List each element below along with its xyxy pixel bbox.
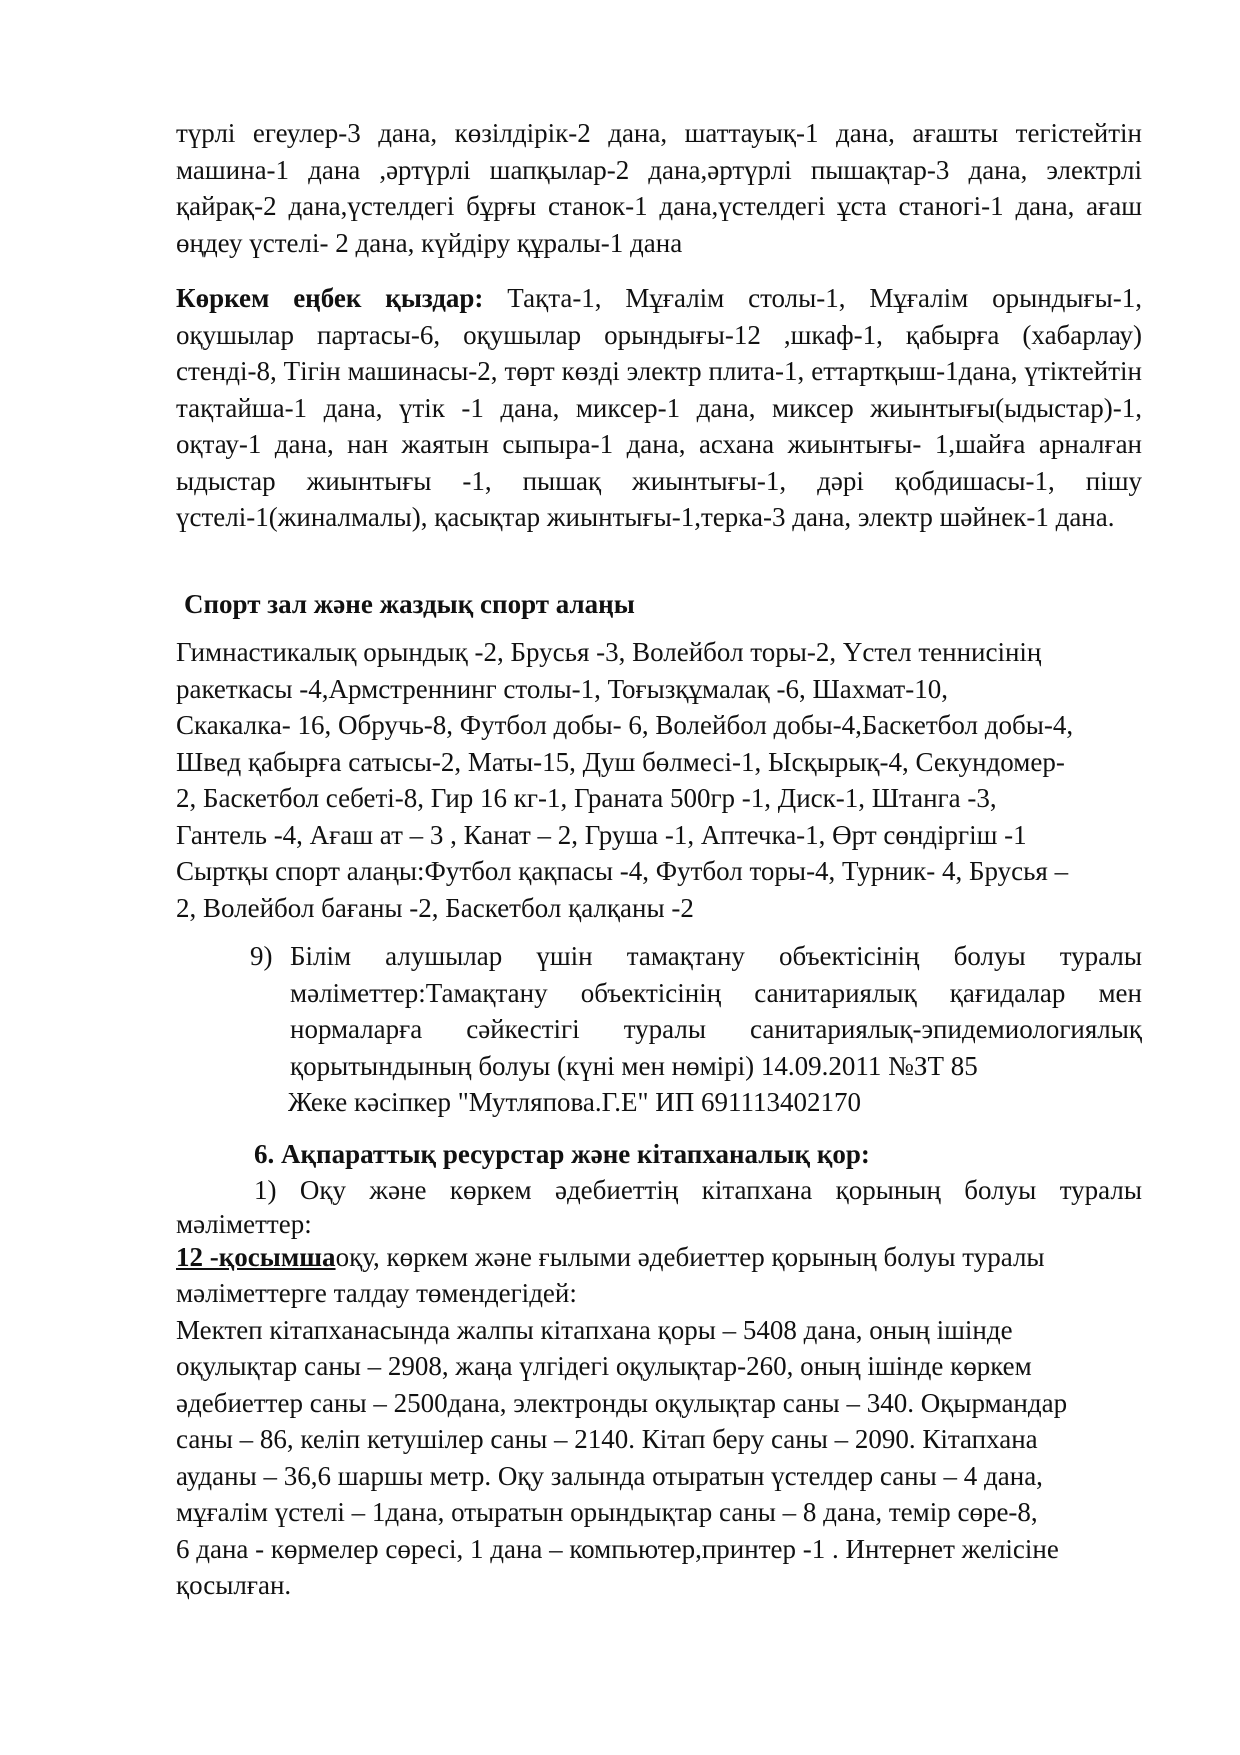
food-facility-item — [250, 938, 1142, 1121]
food-facility-text: Білім алушылар үшін тамақтану объектісінің болуы туралы мәліметтер:Тамақтану объектісінің санитариялық қағидалар мен нормаларға сәйкестігі туралы санитариялық-эпидемиологиялық қорытындының болуы (күні мен нөмірі) 14.09.2011 №ЗТ 85 — [290, 941, 1142, 1081]
girls-section-text: Тақта-1, Мұғалім столы-1, Мұғалім орындығы-1, оқушылар партасы-6, оқушылар орындығы-12 ,шкаф-1, қабырға (хабарлау) стенді-8, Тігін машинасы-2, төрт көзді электр плита-1, еттартқыш-1дана, үтіктейтін тақтайша-1 дана, үтік -1 дана, миксер-1 дана, миксер жиынтығы(ыдыстар)-1, оқтау-1 дана, нан жаятын сыпыра-1 дана, асхана жиынтығы- 1,шайға арналған ыдыстар жиынтығы -1, пышақ жиынтығы-1, дәрі қобдишасы-1, пішу үстелі-1(жиналмалы), қасықтар жиынтығы-1,терка-3 дана, электр шәйнек-1 дана. — [176, 283, 1142, 532]
library-line: мұғалім үстелі – 1дана, отыратын орындықтар саны – 8 дана, темір сөре-8, — [176, 1497, 1038, 1527]
sport-line: Сыртқы спорт алаңы:Футбол қақпасы -4, Футбол торы-4, Турник- 4, Брусья – — [176, 856, 1069, 886]
sport-line: Гантель -4, Ағаш ат – 3 , Канат – 2, Груша -1, Аптечка-1, Өрт сөндіргіш -1 — [176, 819, 1027, 850]
item1-rest-line: мәліметтер: — [176, 1208, 312, 1239]
library-line: Мектеп кітапханасында жалпы кітапхана қоры – 5408 дана, оның ішінде — [176, 1314, 1013, 1345]
section6-body — [176, 1172, 1142, 1604]
girls-section-label: Көркем еңбек қыздар: — [176, 283, 484, 313]
sport-line: Скакалка- 16, Обручь-8, Футбол добы- 6, Волейбол добы-4,Баскетбол добы-4, — [176, 710, 1074, 740]
appendix-reference: 12 -қосымша — [176, 1241, 336, 1272]
appendix-line — [176, 1239, 1142, 1276]
sport-line: Гимнастикалық орындық -2, Брусья -3, Волейбол торы-2, Үстел теннисінің — [176, 637, 1042, 667]
library-line: 6 дана - көрмелер сөресі, 1 дана – компьютер,принтер -1 . Интернет желісіне — [176, 1533, 1059, 1564]
section6-heading: 6. Ақпараттық ресурстар және кітапханалық қор: — [254, 1139, 870, 1169]
appendix-text: оқу, көркем және ғылыми әдебиеттер қорының болуы туралы — [335, 1241, 1045, 1272]
library-line: саны – 86, келіп кетушілер саны – 2140. Кітап беру саны – 2090. Кітапхана — [176, 1424, 1038, 1454]
appendix-line2: мәліметтерге талдау төмендегідей: — [176, 1278, 577, 1308]
library-line: әдебиеттер саны – 2500дана, электронды оқулықтар саны – 340. Оқырмандар — [176, 1387, 1068, 1418]
sport-line: ракеткасы -4,Армстреннинг столы-1, Тоғызқұмалақ -6, Шахмат-10, — [176, 673, 948, 704]
sport-equipment-list — [176, 634, 1142, 926]
library-line: оқулықтар саны – 2908, жаңа үлгідегі оқулықтар-260, оның ішінде көркем — [176, 1351, 1032, 1381]
sport-section-heading: Спорт зал және жаздық спорт алаңы — [184, 589, 635, 619]
entrepreneur-line: Жеке кәсіпкер "Мутляпова.Г.Е" ИП 691113402170 — [288, 1087, 861, 1117]
item1-first-line: 1) Оқу және көркем әдебиеттің кітапхана қорының болуы туралы — [254, 1175, 1142, 1205]
sport-line: 2, Волейбол бағаны -2, Баскетбол қалқаны -2 — [176, 892, 694, 923]
sport-line: 2, Баскетбол себеті-8, Гир 16 кг-1, Граната 500гр -1, Диск-1, Штанга -3, — [176, 783, 997, 813]
girls-section-paragraph — [176, 280, 1142, 536]
item-number: 9) — [250, 941, 273, 971]
library-line: қосылған. — [176, 1570, 292, 1600]
tools-paragraph: түрлі егеулер-3 дана, көзілдірік-2 дана, шаттауық-1 дана, ағашты тегістейтін машина-1 дана ,әртүрлі шапқылар-2 дана,әртүрлі пышақтар-3 дана, электрлі қайрақ-2 дана,үстелдегі бұрғы станок-1 дана,үстелдегі ұста станогі-1 дана, ағаш өңдеу үстелі- 2 дана, күйдіру құралы-1 дана — [176, 118, 1142, 258]
library-line: ауданы – 36,6 шаршы метр. Оқу залында отыратын үстелдер саны – 4 дана, — [176, 1460, 1043, 1491]
sport-line: Швед қабырға сатысы-2, Маты-15, Душ бөлмесі-1, Ысқырық-4, Секундомер- — [176, 746, 1065, 777]
